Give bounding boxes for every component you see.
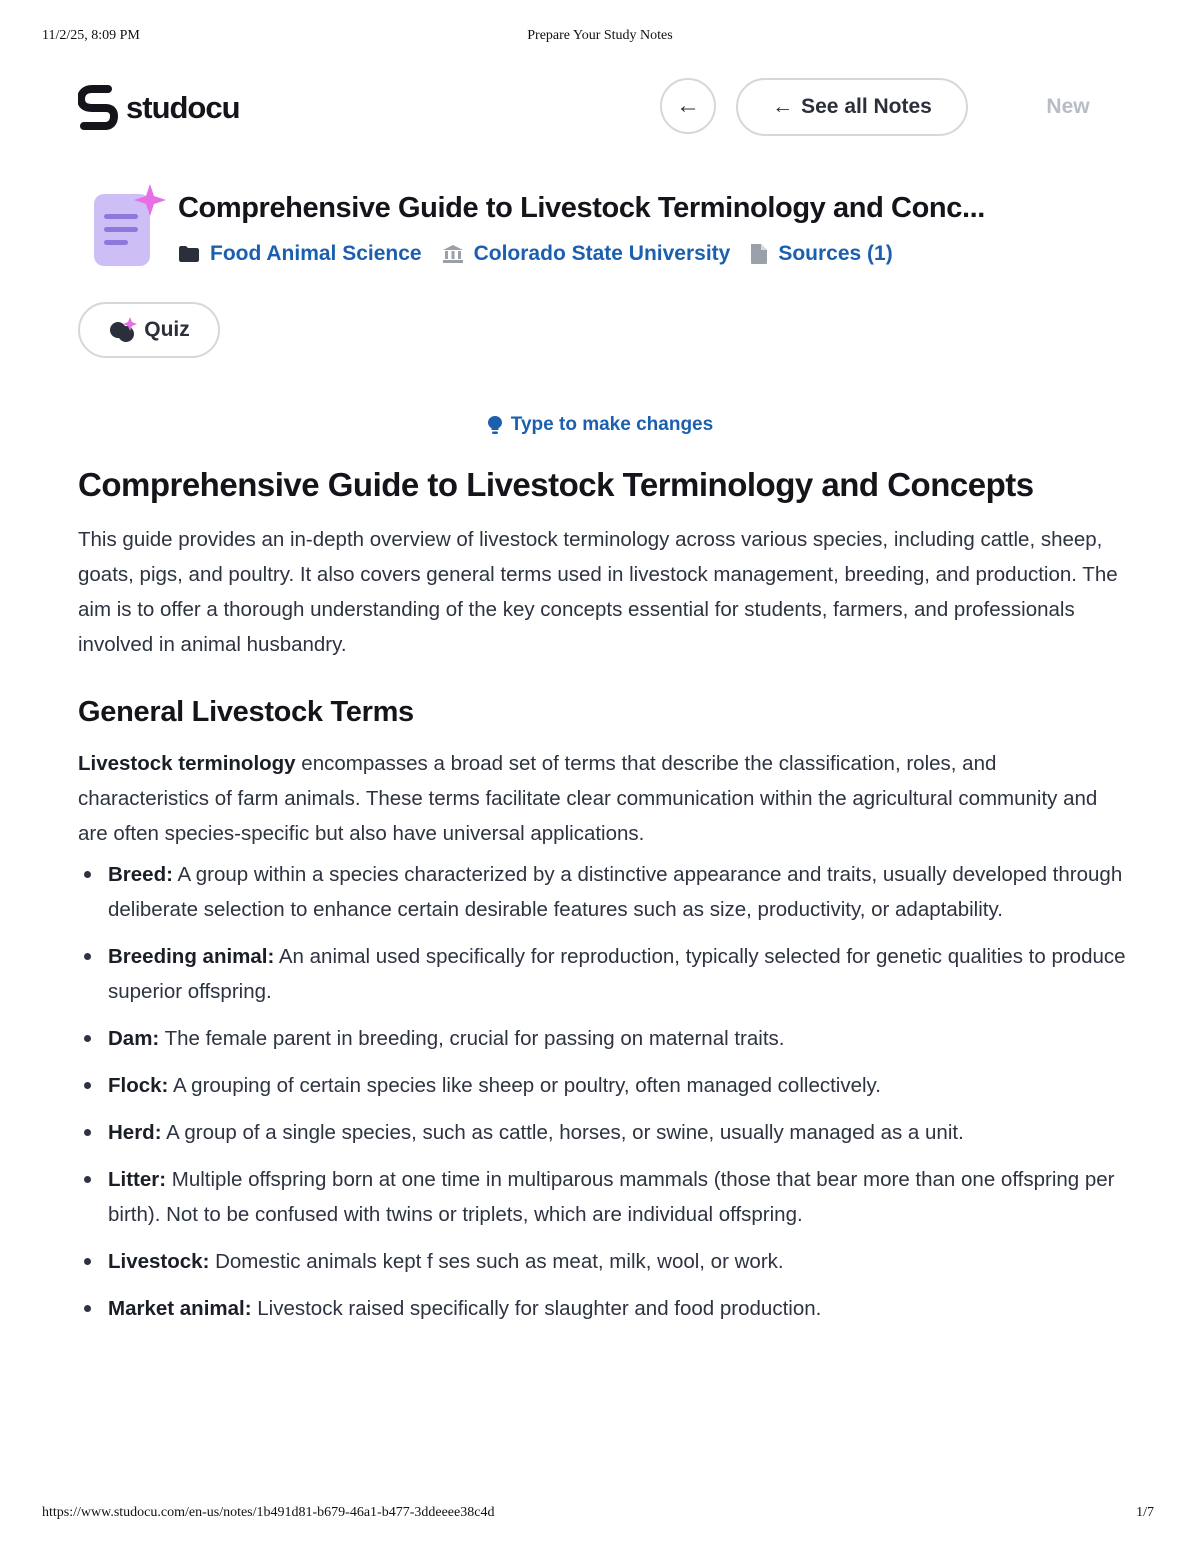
term-list-item [78, 1021, 1128, 1056]
term-name: Litter: [108, 1168, 167, 1191]
back-arrow-icon: ← [676, 92, 700, 119]
bullet-dot [84, 1258, 91, 1265]
section-heading: General Livestock Terms [78, 696, 414, 728]
university-label: Colorado State University [473, 242, 731, 265]
logo-text: studocu [126, 90, 240, 125]
term-list-item [78, 1291, 1128, 1326]
edit-hint [0, 410, 1200, 440]
quiz-button[interactable] [78, 302, 220, 358]
term-definition: A group of a single species, such as cattle, horses, or swine, usually managed as a unit. [161, 1121, 964, 1144]
print-page-number: 1/7 [1136, 1505, 1154, 1520]
term-list-item [78, 939, 1128, 1009]
bullet-dot [84, 1176, 91, 1183]
overlay-gap [496, 1362, 708, 1404]
left-arrow-icon: ← [772, 95, 794, 118]
term-name: Market animal: [108, 1297, 252, 1320]
intro-paragraph: This guide provides an in-depth overview of livestock terminology across various species, including cattle, sheep, goats, pigs, and poultry. It also covers general terms used in livestock management, breeding, and production. The aim is to offer a thorough understanding of the key concepts essential for students, farmers, and professionals involved in animal husbandry. [78, 528, 1118, 656]
term-list-item [78, 1162, 1128, 1232]
see-all-notes-button[interactable] [736, 78, 968, 136]
term-definition: Domestic animals kept f ses such as meat, milk, wool, or work. [209, 1250, 784, 1273]
bullet-dot [84, 871, 91, 878]
document-meta [178, 238, 913, 270]
print-url: https://www.studocu.com/en-us/notes/1b491d81-b679-46a1-b477-3ddeeee38c4d [42, 1505, 495, 1520]
studocu-logo[interactable] [78, 84, 240, 132]
term-name: Breed: [108, 863, 173, 886]
lightbulb-icon [487, 415, 503, 435]
university-link[interactable] [442, 242, 731, 266]
note-content[interactable] [78, 462, 1128, 1338]
term-name: Herd: [108, 1121, 162, 1144]
bullet-dot [84, 1035, 91, 1042]
university-icon [442, 244, 464, 264]
back-button[interactable] [660, 78, 716, 134]
print-datetime: 11/2/25, 8:09 PM [42, 28, 140, 43]
course-link[interactable] [178, 242, 422, 266]
bullet-dot [84, 953, 91, 960]
term-name: Breeding animal: [108, 945, 275, 968]
section-lead-term: Livestock terminology [78, 752, 296, 775]
term-name: Livestock: [108, 1250, 210, 1273]
section-lead-text: encompasses a broad set of terms that describe the classification, roles, and characteristics of farm animals. These terms facilitate clear communication within the agricultural community and are often species-specific but also have universal applications. [78, 752, 1098, 845]
term-name: Dam: [108, 1027, 160, 1050]
edit-hint-label: Type to make changes [510, 414, 714, 435]
term-list-item [78, 1115, 1128, 1150]
content-heading: Comprehensive Guide to Livestock Terminology and Concepts [78, 466, 1034, 503]
quiz-icon [108, 316, 138, 344]
bullet-dot [84, 1082, 91, 1089]
bullet-dot [84, 1305, 91, 1312]
document-title: Comprehensive Guide to Livestock Terminology and Conc... [178, 192, 985, 224]
quiz-label: Quiz [144, 318, 190, 341]
term-definition: An animal used specifically for reproduction, typically selected for genetic qualities to produce superior offspring. [108, 945, 1126, 1003]
print-header [0, 28, 1200, 48]
term-definition: Multiple offspring born at one time in multiparous mammals (those that bear more than one offspring per birth). Not to be confused with twins or triplets, which are individual offspring. [108, 1168, 1115, 1226]
sources-label: Sources (1) [778, 242, 893, 265]
term-definition: Livestock raised specifically for slaughter and food production. [251, 1297, 822, 1320]
bullet-dot [84, 1129, 91, 1136]
studocu-logo-icon [78, 85, 122, 131]
course-label: Food Animal Science [210, 242, 422, 265]
sources-link[interactable] [750, 242, 892, 266]
term-definition: A grouping of certain species like sheep or poultry, often managed collectively. [168, 1074, 881, 1097]
term-list-item [78, 1244, 1128, 1279]
term-list-item [78, 1068, 1128, 1103]
print-footer [0, 1505, 1200, 1525]
folder-icon [178, 245, 200, 263]
term-definition: A group within a species characterized by a distinctive appearance and traits, usually developed through deliberate selection to enhance certain desirable features such as size, productivity, or adaptability. [108, 863, 1123, 921]
ai-notes-document-icon [92, 182, 166, 270]
see-all-notes-label: See all Notes [801, 95, 932, 118]
new-button[interactable]: New [1046, 95, 1090, 118]
file-icon [750, 243, 768, 265]
term-name: Flock: [108, 1074, 169, 1097]
terms-list [78, 857, 1128, 1326]
section-paragraph [78, 746, 1128, 851]
print-page-title: Prepare Your Study Notes [527, 28, 673, 43]
term-definition: The female parent in breeding, crucial for passing on maternal traits. [159, 1027, 785, 1050]
term-list-item [78, 857, 1128, 927]
